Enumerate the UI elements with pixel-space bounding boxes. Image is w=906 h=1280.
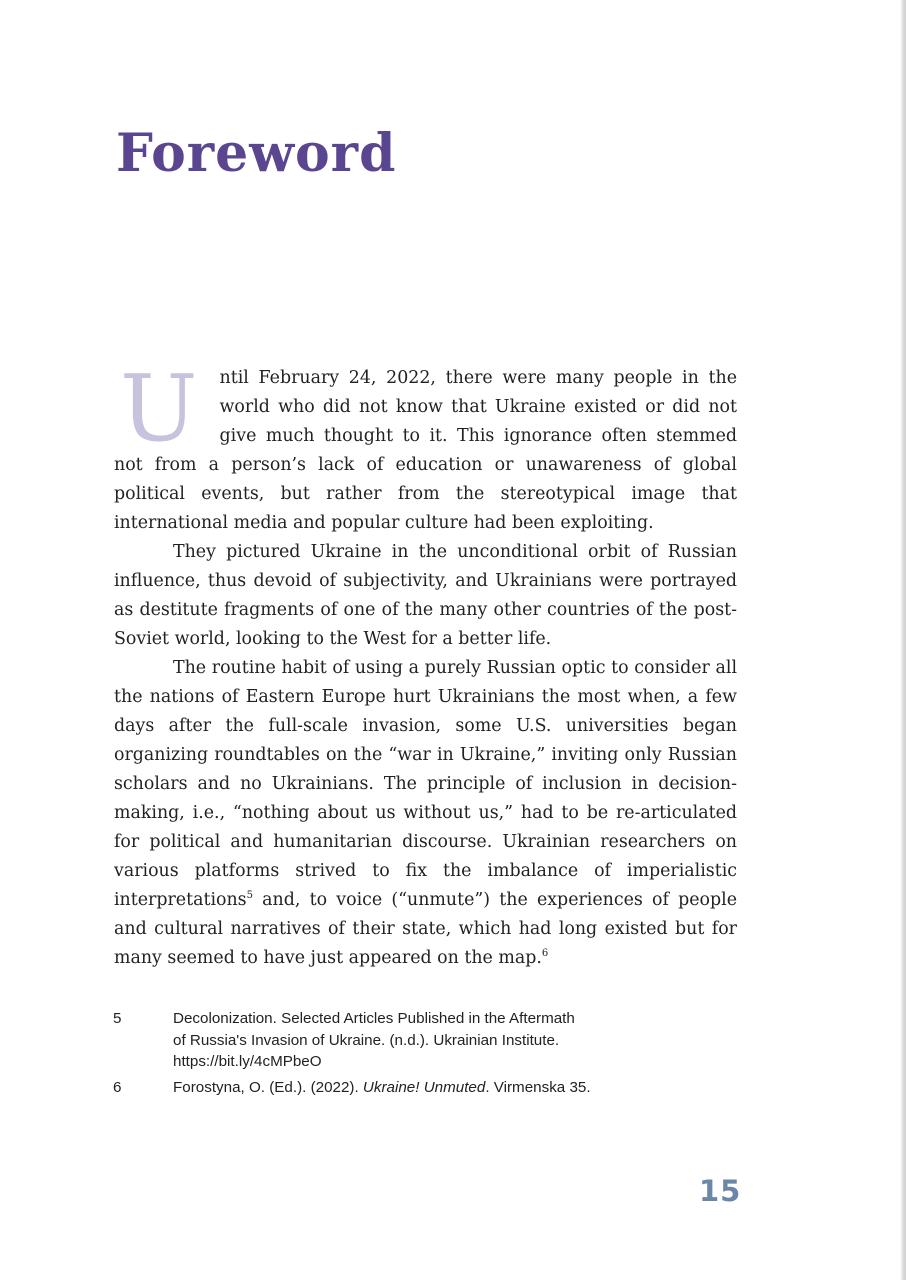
footnote-citation: Forostyna, O. (Ed.). (2022).: [173, 1078, 363, 1096]
chapter-title: Foreword: [116, 123, 397, 184]
footnote-number: 5: [113, 1010, 122, 1027]
paragraph-1: [114, 355, 737, 538]
body-text: [114, 355, 737, 973]
footnote-number: 6: [113, 1078, 122, 1096]
drop-cap: U: [120, 355, 198, 462]
footnote-publisher: . Virmenska 35.: [485, 1078, 591, 1096]
paragraph-3: [114, 654, 737, 973]
footnote-line: of Russia's Invasion of Ukraine. (n.d.). Ukrainian Institute.: [173, 1031, 560, 1049]
footnote-text: [173, 1077, 713, 1099]
paragraph-2: They pictured Ukraine in the unconditional orbit of Russian influence, thus devoid of subjectivity, and Ukrainians were portrayed as destitute fragments of one of the many other countries of the post-Soviet world, looking to the West for a better life.: [114, 542, 737, 649]
footnote-link[interactable]: https://bit.ly/4cMPbeO: [173, 1053, 322, 1070]
paragraph-3-text-a: The routine habit of using a purely Russian optic to consider all the nations of Eastern Europe hurt Ukrainians the most when, a few days after the full-scale invasion, some U.S. universities began organizing roundtables on the “war in Ukraine,” inviting only Russian scholars and no Ukrainians. The principle of inclusion in decision-making, i.e., “nothing about us without us,” had to be re-articulated for political and humanitarian discourse. Ukrainian researchers on various platforms strived to fix the imbalance of imperialistic interpretations: [114, 658, 737, 910]
footnote-line: Decolonization. Selected Articles Published in the Aftermath: [173, 1010, 575, 1027]
page-edge-shadow: [900, 0, 906, 1280]
footnote-book-title: Ukraine! Unmuted: [362, 1078, 486, 1096]
footnote-text: [173, 1008, 713, 1073]
footnotes: [113, 1008, 713, 1102]
footnote-ref-5[interactable]: 5: [246, 890, 253, 901]
page-number: 15: [699, 1174, 742, 1208]
paragraph-1-text: ntil February 24, 2022, there were many people in the world who did not know that Ukraine existed or did not give much thought to it. This ignorance often stemmed not from a person’s lack of education or unawareness of global political events, but rather from the stereotypical image that international media and popular culture had been exploiting.: [114, 368, 737, 533]
footnote-ref-6[interactable]: 6: [541, 948, 549, 959]
footnote-6: [113, 1077, 713, 1099]
footnote-5: [113, 1008, 713, 1073]
paragraph-3-text-b: and, to voice (“unmute”) the experiences of people and cultural narratives of their state, which had long existed but for many seemed to have just appeared on the map.: [114, 890, 737, 968]
